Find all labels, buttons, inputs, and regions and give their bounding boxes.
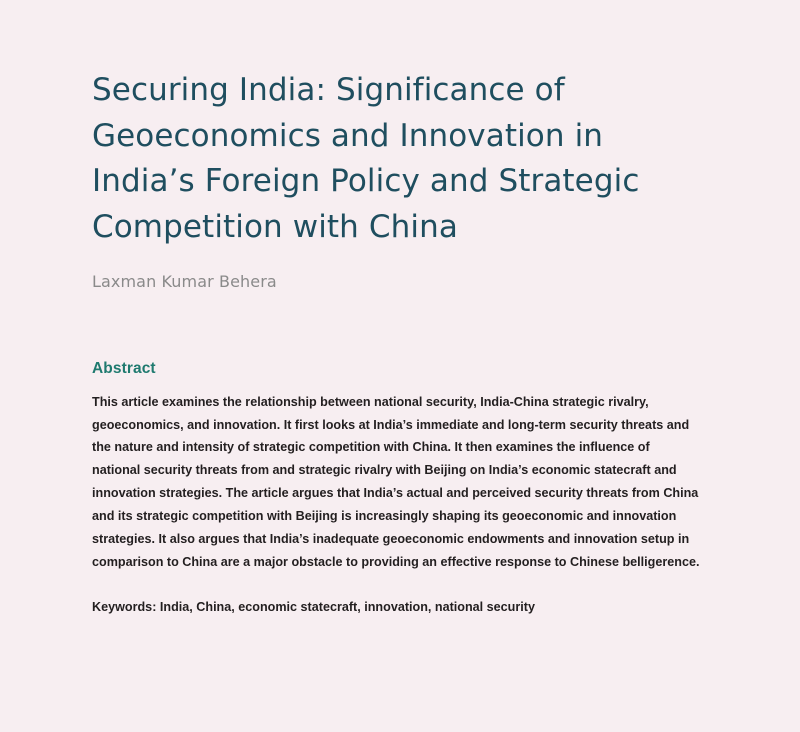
page-title: Securing India: Significance of Geoeconomics and Innovation in India’s Foreign Policy and Strategic Competition with China xyxy=(92,72,640,245)
abstract-heading: Abstract xyxy=(92,359,156,377)
keywords-label: Keywords: xyxy=(92,599,157,614)
keywords-value: India, China, economic statecraft, innovation, national security xyxy=(156,599,535,614)
abstract-body: This article examines the relationship between national security, India-China strategic rivalry, geoeconomics, and innovation. It first looks at India’s immediate and long-term security threats and the nature and intensity of strategic competition with China. It then examines the influence of national security threats from and strategic rivalry with Beijing on India’s economic statecraft and innovation strategies. The article argues that India’s actual and perceived security threats from China and its strategic competition with Beijing is increasingly shaping its geoeconomic and innovation strategies. It also argues that India’s inadequate geoeconomic endowments and innovation setup in comparison to China are a major obstacle to providing an effective response to Chinese belligerence. xyxy=(92,394,700,569)
article-content xyxy=(92,68,707,619)
author-name: Laxman Kumar Behera xyxy=(92,272,277,292)
keywords-line xyxy=(92,596,707,619)
